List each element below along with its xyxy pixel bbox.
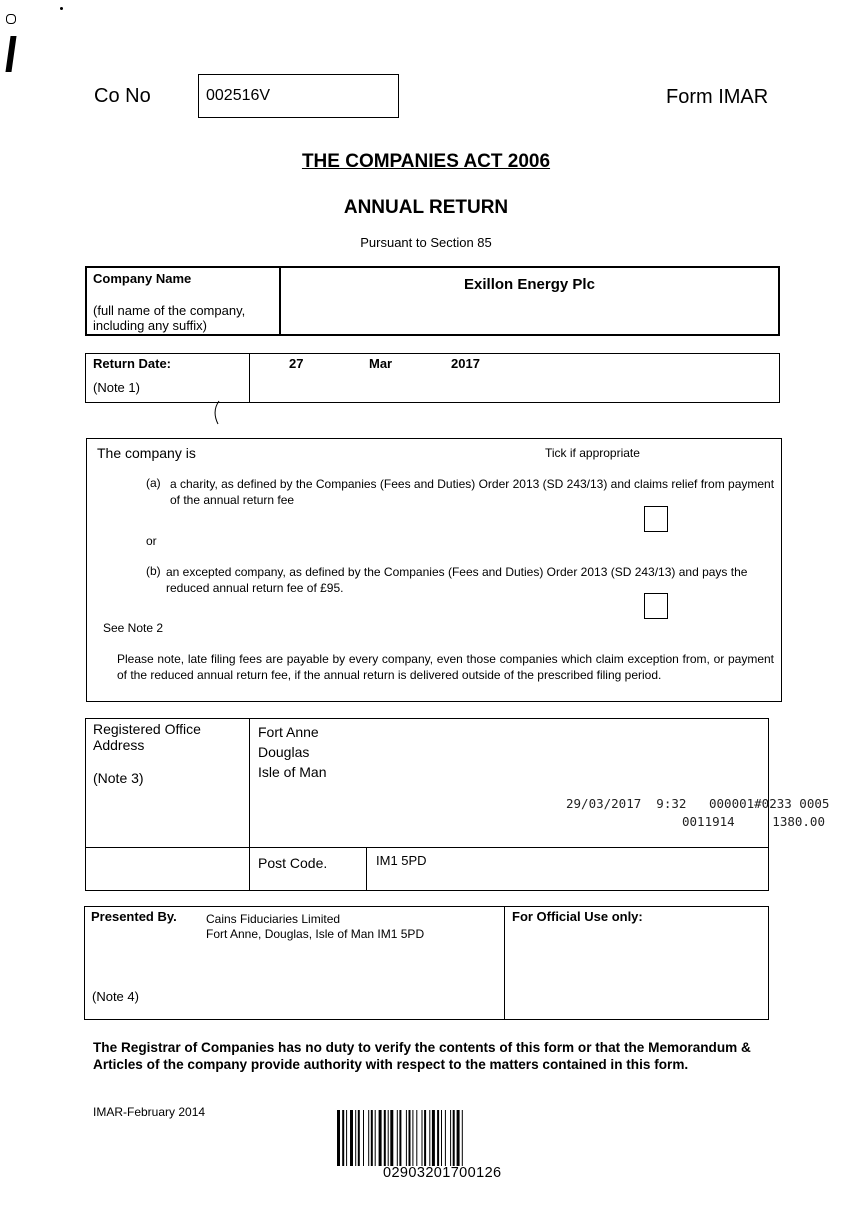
company-name-value: Exillon Energy Plc — [464, 276, 595, 293]
barcode-bar — [450, 1110, 451, 1166]
barcode-bar — [350, 1110, 353, 1166]
barcode-bar — [406, 1110, 407, 1166]
barcode-bar — [457, 1110, 460, 1166]
presenter-name: Cains Fiduciaries Limited — [206, 912, 341, 926]
form-heading: ANNUAL RETURN — [343, 197, 509, 218]
barcode-bar — [337, 1110, 340, 1166]
return-date-month: Mar — [369, 356, 393, 371]
or-text: or — [146, 534, 157, 548]
barcode-bar — [445, 1110, 446, 1166]
form-label: Form IMAR — [666, 86, 769, 108]
act-title: THE COMPANIES ACT 2006 — [301, 151, 551, 172]
barcode-bar — [363, 1110, 364, 1166]
pen-stroke-mark — [212, 400, 222, 426]
return-date-box — [85, 353, 780, 403]
barcode-bar — [388, 1110, 389, 1166]
barcode-bar — [412, 1110, 413, 1166]
barcode-bar — [384, 1110, 386, 1166]
barcode-bar — [424, 1110, 426, 1166]
address-line-1: Fort Anne — [258, 724, 319, 740]
form-version: IMAR-February 2014 — [93, 1105, 206, 1119]
form-subheading: Pursuant to Section 85 — [360, 235, 492, 250]
barcode-bar — [368, 1110, 369, 1166]
barcode-bar — [432, 1110, 435, 1166]
excepted-company-checkbox[interactable] — [644, 593, 668, 619]
late-filing-note: Please note, late filing fees are payable by every company, even those companies which claim exception from, or payment of the reduced annual return fee, if the annual return is delivered outside of the prescribed filing period. — [117, 652, 774, 682]
option-a-text: a charity, as defined by the Companies (Fees and Duties) Order 2013 (SD 243/13) and claims relief from payment of the annual return fee — [170, 477, 775, 507]
postcode-value: IM1 5PD — [376, 853, 427, 868]
barcode-bar — [462, 1110, 463, 1166]
address-line-2: Douglas — [258, 744, 310, 760]
barcode-bar — [441, 1110, 442, 1166]
address-line-3: Isle of Man — [258, 764, 327, 780]
presenter-note: (Note 4) — [92, 989, 139, 1004]
barcode-bar — [416, 1110, 417, 1166]
scan-mark — [6, 14, 16, 24]
registered-office-label: Registered Office Address — [93, 721, 201, 753]
see-note-2: See Note 2 — [103, 621, 164, 635]
scan-mark — [60, 7, 63, 10]
status-intro: The company is — [97, 445, 196, 461]
company-name-label: Company Name — [93, 271, 192, 286]
co-no-label: Co No — [94, 85, 151, 107]
barcode-bar — [342, 1110, 344, 1166]
postcode-label: Post Code. — [258, 855, 328, 871]
barcode-bar — [422, 1110, 423, 1166]
option-b-text: an excepted company, as defined by the Companies (Fees and Duties) Order 2013 (SD 243/13) and pays the reduced annual return fee of £95. — [166, 565, 748, 595]
barcode-bar — [437, 1110, 439, 1166]
return-date-year: 2017 — [451, 356, 480, 371]
barcode-bar — [397, 1110, 398, 1166]
tick-label: Tick if appropriate — [545, 446, 640, 460]
barcode-bar — [453, 1110, 455, 1166]
registrar-disclaimer: The Registrar of Companies has no duty to verify the contents of this form or that the Memorandum & Articles of the company provide authority with respect to the matters contained in this form. — [93, 1040, 751, 1072]
barcode-bar — [355, 1110, 356, 1166]
scan-mark — [5, 36, 16, 72]
return-date-day: 27 — [289, 356, 304, 371]
registered-office-note: (Note 3) — [93, 770, 144, 786]
option-b-marker: (b) — [146, 564, 161, 578]
receipt-stamp-line-1: 29/03/2017 9:32 000001#0233 0005 — [566, 796, 830, 811]
barcode-bar — [358, 1110, 360, 1166]
return-date-note: (Note 1) — [93, 380, 140, 395]
presenter-box — [84, 906, 769, 1020]
return-date-label: Return Date: — [93, 356, 172, 371]
barcode-bar — [429, 1110, 430, 1166]
barcode-number: 02903201700126 — [383, 1165, 502, 1181]
presenter-label: Presented By. — [91, 909, 177, 924]
barcode-bar — [399, 1110, 401, 1166]
charity-checkbox[interactable] — [644, 506, 668, 532]
receipt-stamp-line-2: 0011914 1380.00 — [682, 814, 825, 829]
barcode-bar — [375, 1110, 376, 1166]
barcode-bar — [371, 1110, 373, 1166]
barcode-bar — [379, 1110, 382, 1166]
barcode — [337, 1110, 567, 1170]
barcode-bar — [390, 1110, 393, 1166]
co-no-value: 002516V — [206, 87, 271, 104]
barcode-bar — [346, 1110, 347, 1166]
official-use-label: For Official Use only: — [512, 909, 643, 924]
option-a-marker: (a) — [146, 476, 161, 490]
barcode-bar — [409, 1110, 411, 1166]
presenter-address: Fort Anne, Douglas, Isle of Man IM1 5PD — [206, 927, 425, 941]
company-name-hint: (full name of the company, including any suffix) — [93, 303, 246, 333]
